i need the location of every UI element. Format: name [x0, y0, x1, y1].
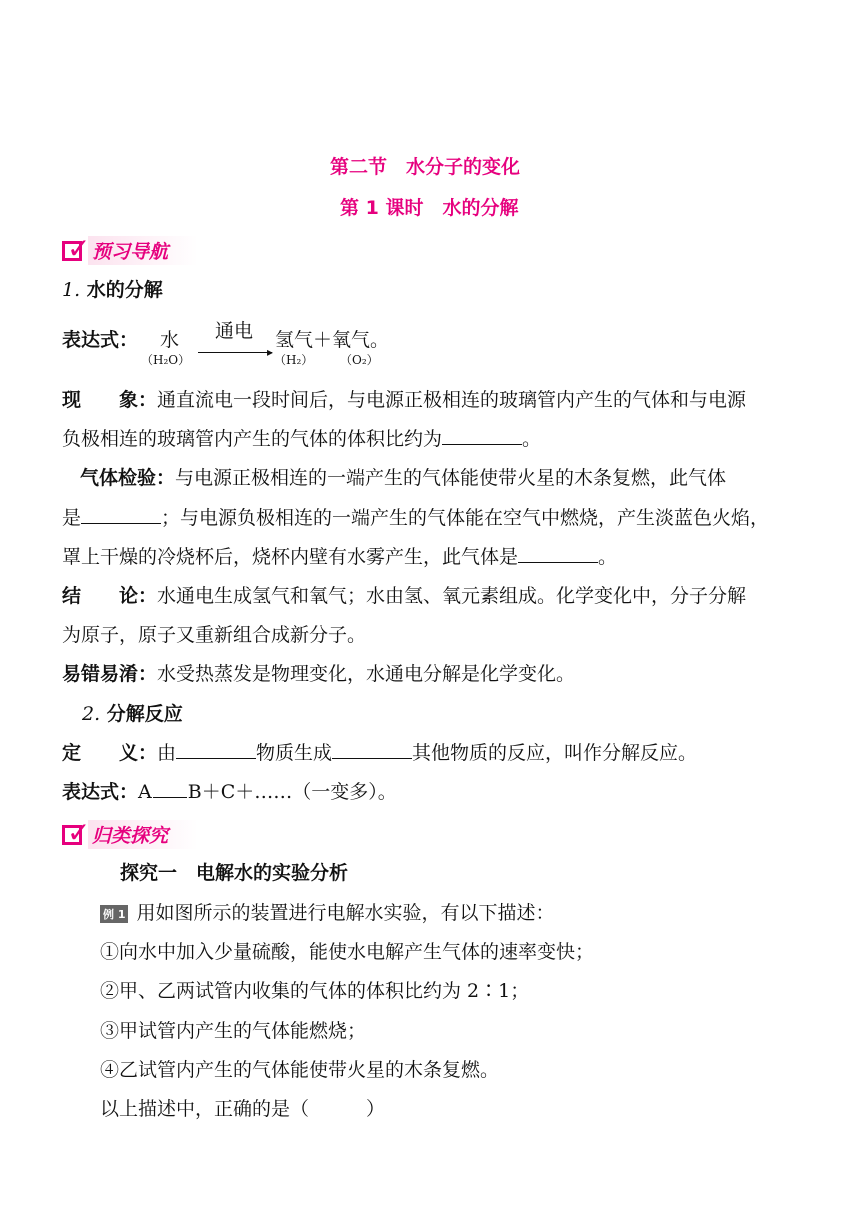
checkbox-icon: ✓	[62, 241, 82, 261]
conclusion-line-2: 为原子，原子又重新组合成新分子。	[62, 624, 367, 646]
answer-blank[interactable]	[176, 742, 256, 759]
answer-blank[interactable]	[442, 428, 522, 445]
answer-blank[interactable]	[332, 742, 412, 759]
expression2-line: 表达式：A B＋C＋……（一变多）。	[62, 781, 397, 803]
phenomenon-line-1: 现 象：通直流电一段时间后，与电源正极相连的玻璃管内产生的气体和与电源	[62, 389, 747, 411]
section-title: 第二节 水分子的变化	[330, 156, 521, 178]
statement-1: ①向水中加入少量硫酸，能使水电解产生气体的速率变快；	[100, 941, 595, 963]
arrow-icon	[153, 783, 187, 798]
preview-heading: ✓ 预习导航	[62, 236, 198, 265]
gas-check-line-3: 罩上干燥的冷烧杯后，烧杯内壁有水雾产生，此气体是 。	[62, 546, 618, 568]
definition-line: 定 义：由 物质生成 其他物质的反应，叫作分解反应。	[62, 742, 698, 764]
checkbox-icon: ✓	[62, 825, 82, 845]
answer-blank[interactable]	[81, 507, 161, 524]
statement-4: ④乙试管内产生的气体能使带火星的木条复燃。	[100, 1059, 500, 1081]
arrowhead-icon: ▸	[267, 345, 274, 359]
formula-h2o: （H₂O）	[141, 353, 191, 367]
gas-check-line-2: 是 ；与电源负极相连的一端产生的气体能在空气中燃烧，产生淡蓝色火焰，	[62, 507, 770, 529]
explore-heading: ✓ 归类探究	[62, 820, 198, 849]
explore-subtitle: 探究一 电解水的实验分析	[120, 862, 349, 884]
expr-water: 水	[160, 329, 180, 351]
gas-check-line-1: 气体检验：与电源正极相连的一端产生的气体能使带火星的木条复燃，此气体	[80, 467, 727, 489]
formula-h2: （H₂）	[274, 353, 314, 367]
example-badge: 例 1	[100, 905, 128, 923]
answer-blank[interactable]	[518, 546, 598, 563]
phenomenon-line-2: 负极相连的玻璃管内产生的气体的体积比约为 。	[62, 428, 542, 450]
statement-2: ②甲、乙两试管内收集的气体的体积比约为 2∶1；	[100, 980, 530, 1002]
formula-o2: （O₂）	[340, 353, 379, 367]
error-prone-line: 易错易淆：水受热蒸发是物理变化，水通电分解是化学变化。	[62, 663, 576, 685]
question-ask: 以上描述中，正确的是（ ）	[100, 1098, 386, 1120]
arrow-icon	[198, 352, 272, 353]
statement-3: ③甲试管内产生的气体能燃烧；	[100, 1020, 367, 1042]
expr-products: 氢气＋氧气。	[275, 329, 390, 351]
question-stem: 例 1 用如图所示的装置进行电解水实验，有以下描述：	[100, 898, 555, 925]
item2-heading: 2. 分解反应	[82, 703, 183, 725]
expr-label: 表达式：	[62, 329, 139, 351]
item1-heading: 1. 水的分解	[62, 279, 163, 301]
conclusion-line-1: 结 论：水通电生成氢气和氧气；水由氢、氧元素组成。化学变化中，分子分解	[62, 585, 747, 607]
expr-condition: 通电	[215, 320, 254, 342]
lesson-title: 第 1 课时 水的分解	[340, 197, 519, 219]
